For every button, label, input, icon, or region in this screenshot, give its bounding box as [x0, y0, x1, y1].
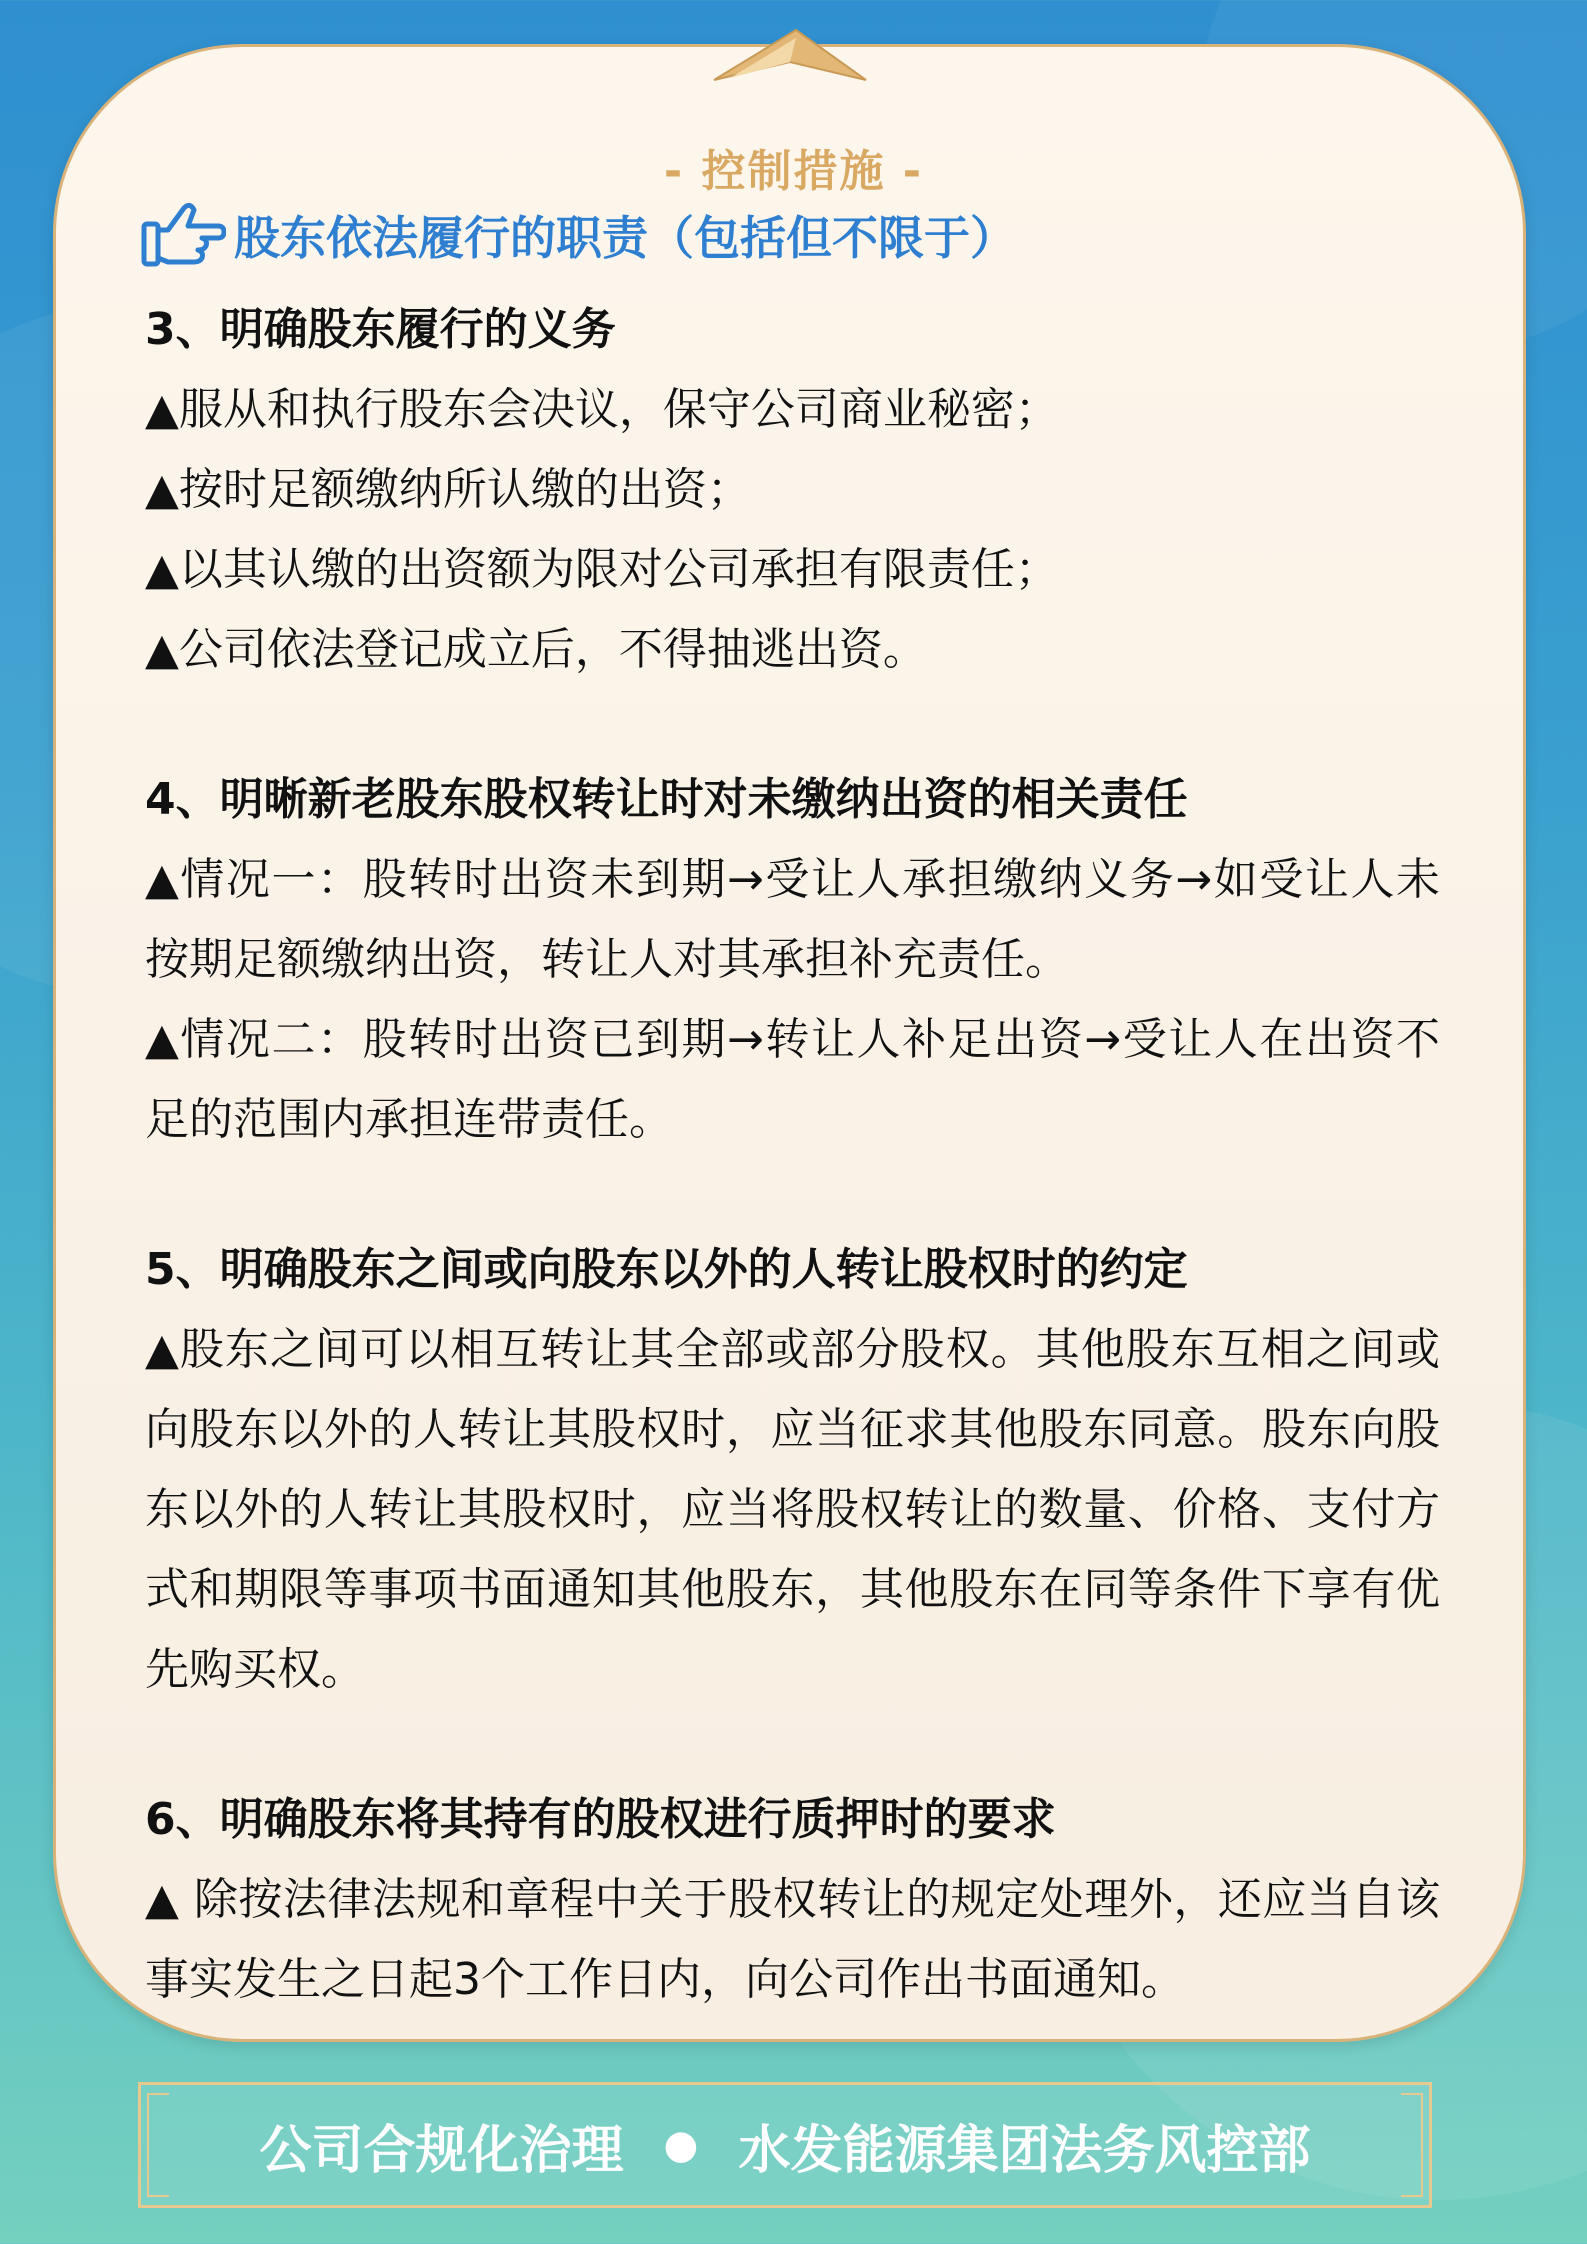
list-item: ▲股东之间可以相互转让其全部或部分股权。其他股东互相之间或向股东以外的人转让其股权时，应当征求其他股东同意。股东向股东以外的人转让其股权时，应当将股权转让的数量、价格、支付方式和期限等事项书面通知其他股东，其他股东在同等条件下享有优先购买权。	[145, 1324, 1440, 1695]
block-title: 4、明晰新老股东股权转让时对未缴纳出资的相关责任	[145, 774, 1188, 825]
footer-banner	[138, 2082, 1432, 2208]
block-shareholder-obligations	[145, 290, 1440, 690]
heading-text: 股东依法履行的职责（包括但不限于）	[234, 211, 1016, 265]
section-heading	[140, 200, 1016, 270]
section-title: - 控制措施 -	[663, 146, 924, 197]
content-body	[145, 290, 1440, 2020]
footer-right-text: 水发能源集团法务风控部	[738, 2120, 1311, 2181]
list-item: ▲以其认缴的出资额为限对公司承担有限责任；	[145, 544, 1059, 595]
block-title: 5、明确股东之间或向股东以外的人转让股权时的约定	[145, 1244, 1188, 1295]
list-item: ▲公司依法登记成立后，不得抽逃出资。	[145, 624, 927, 675]
list-item: ▲服从和执行股东会决议，保守公司商业秘密；	[145, 384, 1059, 435]
pointing-hand-icon	[140, 200, 226, 270]
block-pledge-requirements	[145, 1780, 1440, 2020]
list-item: ▲情况二：股转时出资已到期→转让人补足出资→受让人在出资不足的范围内承担连带责任。	[145, 1014, 1440, 1145]
block-transfer-liability	[145, 760, 1440, 1160]
list-item: ▲情况一：股转时出资未到期→受让人承担缴纳义务→如受让人未按期足额缴纳出资，转让人对其承担补充责任。	[145, 854, 1440, 985]
list-item: ▲ 除按法律法规和章程中关于股权转让的规定处理外，还应当自该事实发生之日起3个工作日内，向公司作出书面通知。	[145, 1874, 1440, 2005]
block-title: 6、明确股东将其持有的股权进行质押时的要求	[145, 1794, 1056, 1845]
footer-separator: ●	[663, 2122, 699, 2168]
footer-left-text: 公司合规化治理	[259, 2120, 624, 2181]
card-peak-ornament	[710, 26, 870, 82]
block-transfer-agreement	[145, 1230, 1440, 1710]
list-item: ▲按时足额缴纳所认缴的出资；	[145, 464, 751, 515]
block-title: 3、明确股东履行的义务	[145, 304, 616, 355]
